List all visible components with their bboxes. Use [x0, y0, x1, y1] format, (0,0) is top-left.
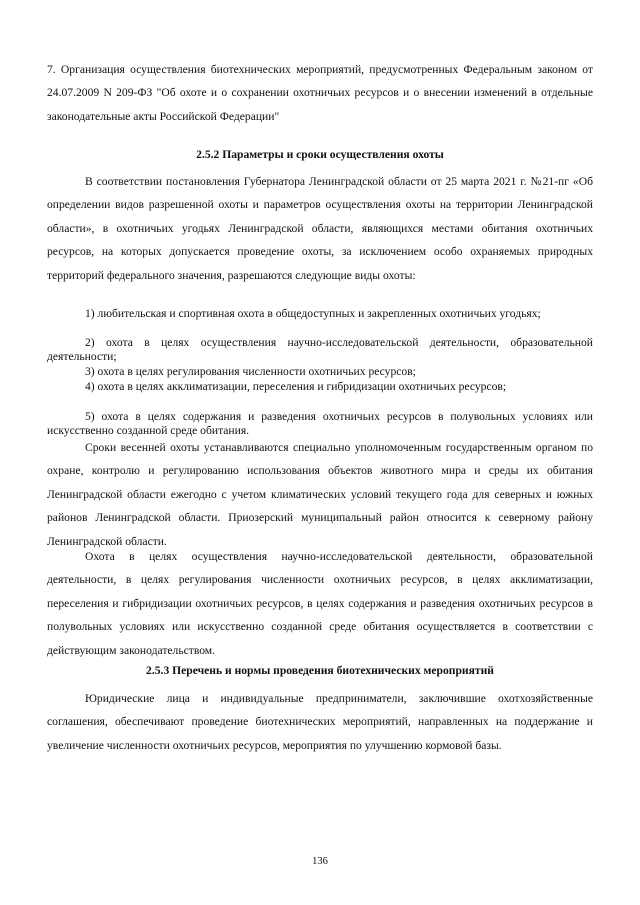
list-item-3: 3) охота в целях регулирования численности охотничьих ресурсов;: [85, 365, 416, 378]
section-2-5-2-heading: 2.5.2 Параметры и сроки осуществления охоты: [196, 148, 444, 161]
intro-item-7: 7. Организация осуществления биотехнических мероприятий, предусмотренных Федеральным законом от 24.07.2009 N 209-ФЗ "Об охоте и о сохранении охотничьих ресурсов и о внесении изменений в отдельные законодательные акты Российской Федерации": [47, 63, 593, 123]
section-2-5-2-paragraph-2: Сроки весенней охоты устанавливаются специально уполномоченным государственным органом по охране, контролю и регулированию использования объектов животного мира и среды их обитания Ленинградской области ежегодно с учетом климатических условий текущего года для северных и южных районов Ленинградской области. Приозерский муниципальный район относится к северному району Ленинградской области.: [47, 441, 593, 548]
list-item-1: 1) любительская и спортивная охота в общедоступных и закрепленных охотничьих угодьях;: [85, 307, 541, 320]
section-2-5-2-paragraph-3: Охота в целях осуществления научно-исследовательской деятельности, образовательной деятельности, в целях регулирования численности охотничьих ресурсов, в целях акклиматизации, переселения и гибридизации охотничьих ресурсов, в целях содержания и разведения охотничьих ресурсов в полувольных условиях или искусственно созданной среде обитания осуществляется в соответствии с действующим законодательством.: [47, 550, 593, 657]
section-2-5-2-paragraph-1: В соответствии постановления Губернатора Ленинградской области от 25 марта 2021 г. №21-пг «Об определении видов разрешенной охоты и параметров осуществления охоты на территории Ленинградской области», в охотничьих угодьях Ленинградской области, являющихся местами обитания охотничьих ресурсов, на которых допускается проведение охоты, за исключением особо охраняемых природных территорий федерального значения, разрешаются следующие виды охоты:: [47, 175, 593, 282]
list-item-2: 2) охота в целях осуществления научно-исследовательской деятельности, образовательной деятельности;: [47, 336, 593, 364]
list-item-5: 5) охота в целях содержания и разведения охотничьих ресурсов в полувольных условиях или искусственно созданной среде обитания.: [47, 410, 593, 438]
section-2-5-3-paragraph-1: Юридические лица и индивидуальные предприниматели, заключившие охотхозяйственные соглашения, обеспечивают проведение биотехнических мероприятий, направленных на поддержание и увеличение численности охотничьих ресурсов, мероприятия по улучшению кормовой базы.: [47, 692, 593, 752]
page-number: 136: [312, 856, 328, 867]
list-item-4: 4) охота в целях акклиматизации, переселения и гибридизации охотничьих ресурсов;: [85, 380, 507, 393]
section-2-5-3-heading: 2.5.3 Перечень и нормы проведения биотехнических мероприятий: [146, 664, 494, 677]
